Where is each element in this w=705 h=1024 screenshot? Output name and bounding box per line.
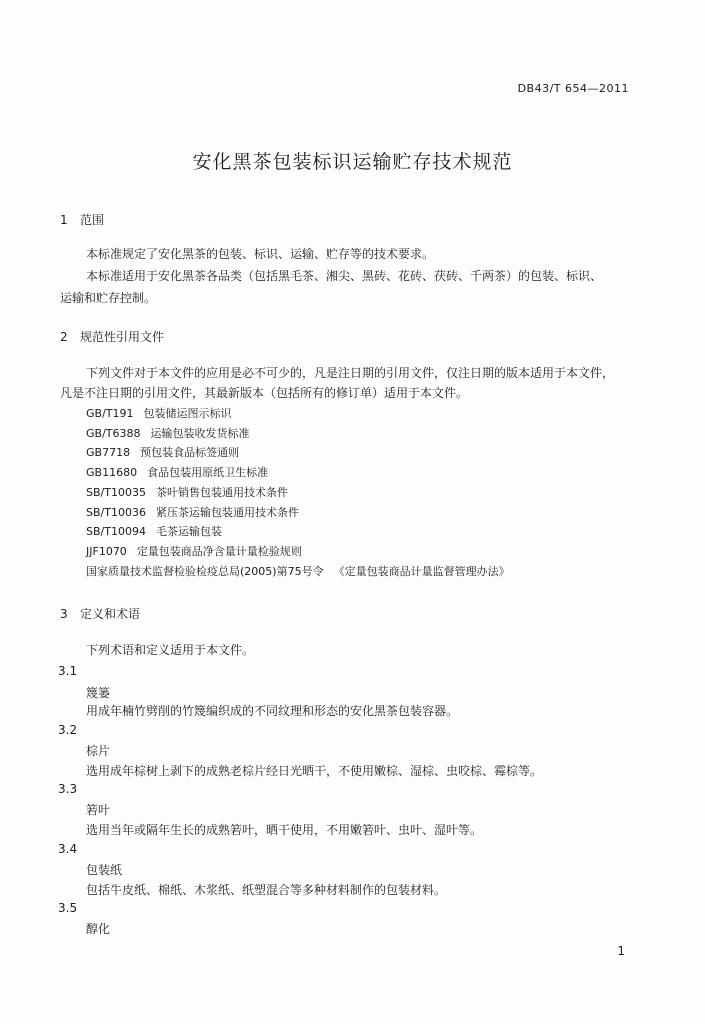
section-number: 1 [60, 213, 68, 227]
section-title: 规范性引用文件 [80, 330, 165, 344]
page-number: 1 [617, 944, 625, 958]
term-number: 3.2 [58, 723, 78, 737]
reference-item: GB/T6388 运输包装收发货标准 [86, 426, 250, 440]
reference-item: 国家质量技术监督检验检疫总局(2005)第75号令 《定量包装商品计量监督管理办法》 [86, 564, 510, 578]
term-number: 3.4 [58, 842, 78, 856]
reference-item: GB7718 预包装食品标签通则 [86, 446, 240, 460]
terms-intro: 下列术语和定义适用于本文件。 [86, 643, 255, 657]
scope-paragraph-1: 本标准规定了安化黑茶的包装、标识、运输、贮存等的技术要求。 [86, 247, 435, 261]
reference-item: GB/T191 包装储运图示标识 [86, 407, 232, 420]
reference-item: SB/T10094 毛茶运输包装 [86, 525, 222, 539]
refs-intro-line-1: 下列文件对于本文件的应用是必不可少的，凡是注日期的引用文件，仅注日期的版本适用于本文件， [86, 366, 615, 380]
term-definition: 选用成年棕树上剥下的成熟老棕片经日光晒干，不使用嫩棕、湿棕、虫咬棕、霉棕等。 [86, 764, 543, 778]
section-1-heading [60, 211, 104, 228]
term-name: 包装纸 [86, 863, 123, 877]
section-title: 范围 [80, 213, 105, 227]
term-name: 箬叶 [86, 803, 111, 817]
reference-item: SB/T10036 紧压茶运输包装通用技术条件 [86, 505, 299, 519]
scope-paragraph-2-line-2: 运输和贮存控制。 [60, 291, 157, 305]
section-3-heading [60, 605, 140, 622]
term-definition: 选用当年或隔年生长的成熟箬叶，晒干使用，不用嫩箬叶、虫叶、湿叶等。 [86, 823, 483, 837]
refs-intro-line-2: 凡是不注日期的引用文件，其最新版本（包括所有的修订单）适用于本文件。 [60, 386, 469, 400]
reference-item: SB/T10035 茶叶销售包装通用技术条件 [86, 485, 288, 499]
term-name: 篾篓 [86, 686, 111, 700]
term-number: 3.3 [58, 782, 78, 796]
doc-code: DB43/T 654—2011 [517, 82, 629, 95]
section-number: 2 [60, 330, 68, 344]
term-name: 醇化 [86, 922, 111, 936]
section-2-heading [60, 328, 164, 345]
section-number: 3 [60, 607, 68, 621]
term-name: 棕片 [86, 744, 111, 758]
term-definition: 用成年楠竹劈削的竹篾编织成的不同纹理和形态的安化黑茶包装容器。 [86, 704, 459, 718]
term-number: 3.5 [58, 901, 78, 915]
reference-item: JJF1070 定量包装商品净含量计量检验规则 [86, 544, 302, 558]
reference-list [86, 404, 510, 581]
page-title: 安化黑茶包装标识运输贮存技术规范 [192, 151, 513, 173]
section-title: 定义和术语 [80, 607, 141, 621]
reference-item: GB11680 食品包装用原纸卫生标准 [86, 466, 269, 480]
term-definition: 包括牛皮纸、棉纸、木浆纸、纸塑混合等多种材料制作的包装材料。 [86, 883, 447, 897]
scope-paragraph-2-line-1: 本标准适用于安化黑茶各品类（包括黑毛茶、湘尖、黑砖、花砖、茯砖、千两茶）的包装、标识、 [86, 269, 603, 283]
term-number: 3.1 [58, 664, 78, 678]
